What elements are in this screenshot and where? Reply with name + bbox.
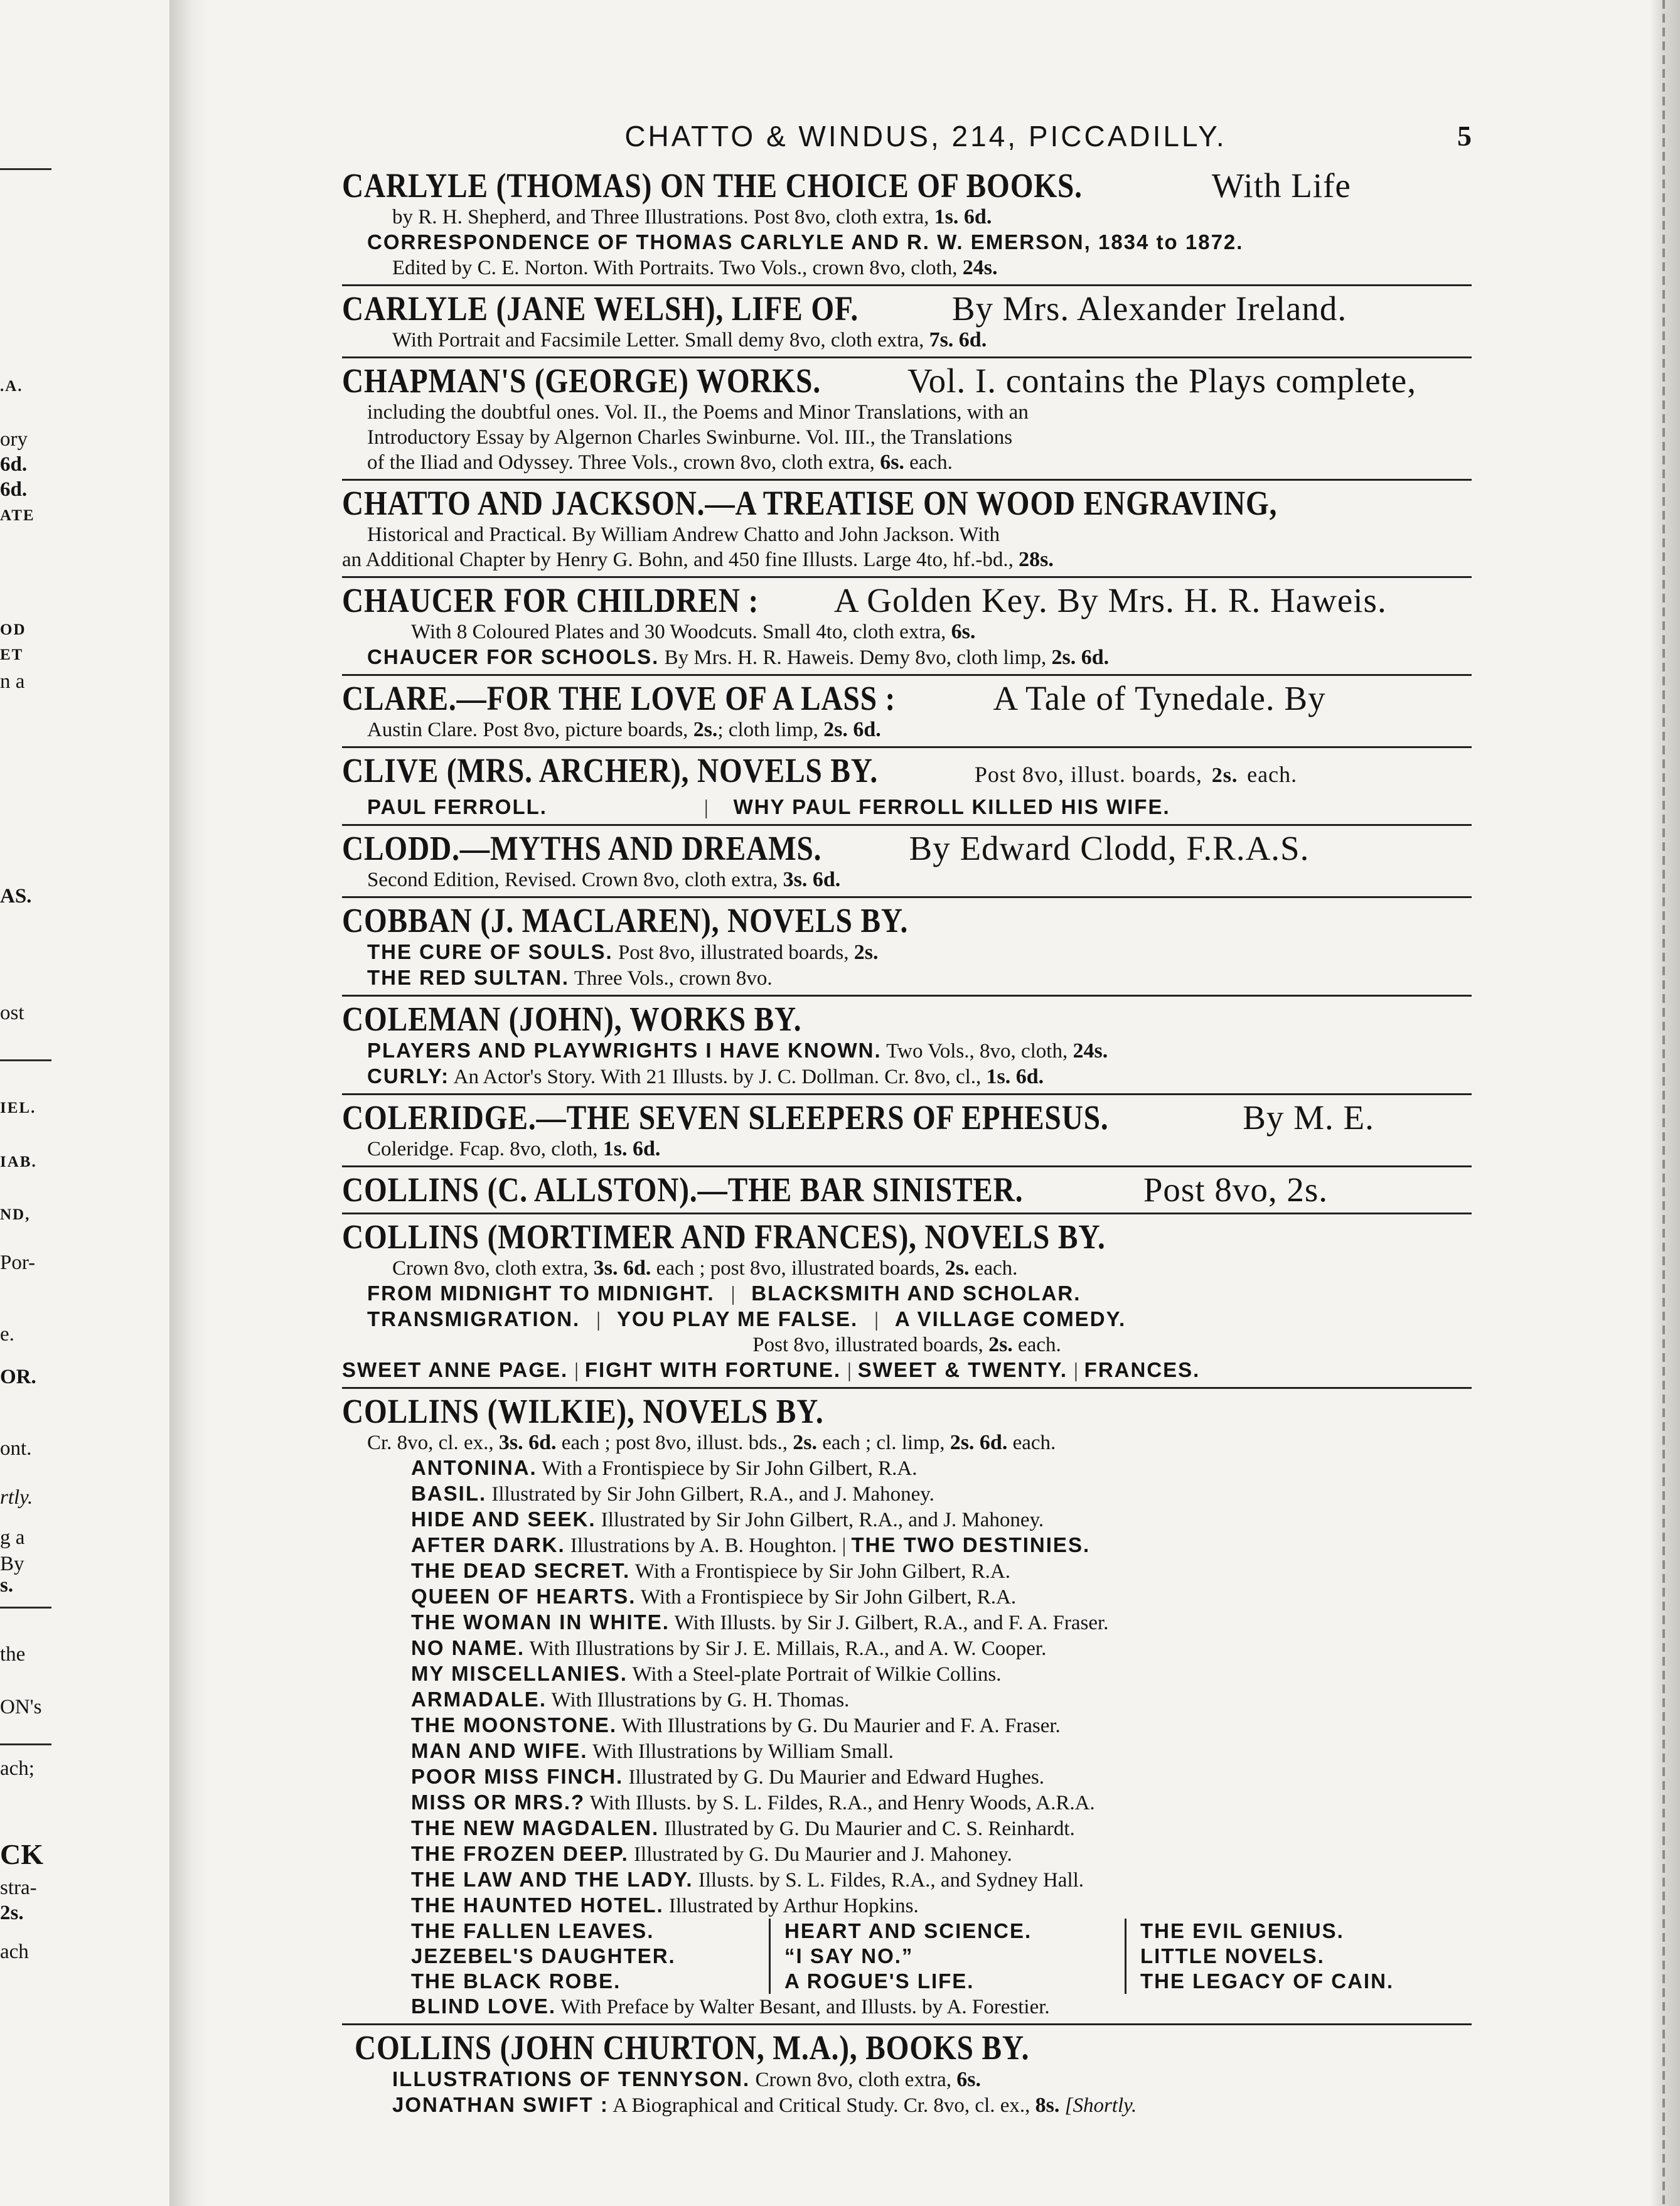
- entry-chaucer: [342, 576, 1472, 670]
- entry-detail: Post 8vo, illustrated boards,: [618, 941, 849, 964]
- book-title: A ROGUE'S LIFE.: [769, 1969, 1126, 1994]
- book-title: THE NEW MAGDALEN.: [411, 1816, 660, 1839]
- entry-heading-rest: A Golden Key. By Mrs. H. R. Haweis.: [833, 581, 1387, 619]
- entry-detail: With Illusts. by Sir J. Gilbert, R.A., and F. A. Fraser.: [674, 1612, 1109, 1634]
- entry-heading: CLIVE (MRS. ARCHER), NOVELS BY.: [342, 751, 879, 790]
- book-title: CHAUCER FOR SCHOOLS.: [367, 645, 660, 668]
- book-title: A VILLAGE COMEDY.: [894, 1307, 1126, 1331]
- entry-carlyle-jane: [342, 284, 1472, 353]
- entry-detail: Illustrated by G. Du Maurier and J. Mahoney.: [634, 1843, 1012, 1866]
- entry-heading: COLEMAN (JOHN), WORKS BY.: [342, 1000, 802, 1038]
- entry-detail: With 8 Coloured Plates and 30 Woodcuts. Small 4to, cloth extra,: [411, 621, 946, 643]
- entry-detail: With Illustrations by Sir J. E. Millais, R.A., and A. W. Cooper.: [529, 1637, 1047, 1660]
- book-title: BLACKSMITH AND SCHOLAR.: [751, 1282, 1081, 1305]
- entry-heading: COLLINS (MORTIMER AND FRANCES), NOVELS BY.: [342, 1218, 1106, 1256]
- book-title: THE RED SULTAN.: [367, 966, 570, 989]
- price: 2s.: [944, 1256, 970, 1280]
- entry-collins-allston: [342, 1165, 1472, 1209]
- entry-detail: each ; post 8vo, illustrated boards,: [656, 1257, 940, 1280]
- book-title: THE HAUNTED HOTEL.: [411, 1893, 664, 1917]
- entry-cobban: [342, 896, 1472, 991]
- entry-detail: Post 8vo, illustrated boards,: [752, 1334, 983, 1356]
- book-title: THE FROZEN DEEP.: [411, 1842, 629, 1865]
- facing-fragment: CK: [0, 1838, 43, 1870]
- book-title: THE CURE OF SOULS.: [367, 940, 613, 963]
- entry-heading-rest: By Edward Clodd, F.R.A.S.: [909, 829, 1310, 867]
- book-title: PLAYERS AND PLAYWRIGHTS I HAVE KNOWN.: [367, 1039, 882, 1062]
- facing-fragment: 2s.: [0, 1902, 24, 1924]
- facing-fragment: n a: [0, 670, 25, 693]
- book-title: BLIND LOVE.: [411, 1995, 557, 2018]
- entry-chapman: [342, 356, 1472, 475]
- price: 2s.: [853, 941, 879, 964]
- facing-fragment: ach;: [0, 1757, 35, 1780]
- entry-heading: CLODD.—MYTHS AND DREAMS.: [342, 829, 822, 867]
- facing-fragment: rtly.: [0, 1486, 33, 1509]
- entry-heading-rest: With Life: [1211, 166, 1351, 205]
- facing-fragment: Por-: [0, 1251, 36, 1274]
- facing-fragment: ET: [0, 646, 24, 663]
- entry-heading: CARLYLE (THOMAS) ON THE CHOICE OF BOOKS.: [342, 166, 1083, 205]
- entry-detail: each.: [1012, 1432, 1056, 1454]
- entry-detail: With Illustrations by G. Du Maurier and F. A. Fraser.: [621, 1715, 1061, 1737]
- entry-detail: Illustrated by Sir John Gilbert, R.A., and J. Mahoney.: [491, 1483, 934, 1506]
- facing-fragment: .A.: [0, 378, 23, 395]
- entry-heading: CHAUCER FOR CHILDREN :: [342, 581, 759, 619]
- book-title: POOR MISS FINCH.: [411, 1765, 624, 1788]
- book-title: BASIL.: [411, 1482, 487, 1505]
- price: 1s. 6d.: [602, 1137, 661, 1160]
- book-title: THE DEAD SECRET.: [411, 1559, 631, 1582]
- price: 2s.: [793, 1431, 818, 1454]
- entry-detail: With Illustrations by William Small.: [592, 1740, 894, 1763]
- entry-detail: Illustrated by Arthur Hopkins.: [668, 1895, 919, 1917]
- book-title: THE BLACK ROBE.: [411, 1969, 621, 1993]
- price: 2s. 6d.: [823, 718, 881, 741]
- facing-rule: [0, 1743, 51, 1745]
- entry-detail: Crown 8vo, cloth extra,: [755, 2069, 952, 2091]
- entry-detail: Edited by C. E. Norton. With Portraits. Two Vols., crown 8vo, cloth,: [392, 257, 958, 279]
- price: 24s.: [962, 256, 998, 279]
- facing-fragment: 6d.: [0, 478, 28, 501]
- entry-detail: Illusts. by S. L. Fildes, R.A., and Sydney Hall.: [698, 1869, 1084, 1892]
- entry-heading: COLLINS (C. ALLSTON).—THE BAR SINISTER.: [342, 1170, 1024, 1209]
- entry-detail: Illustrated by G. Du Maurier and Edward Hughes.: [628, 1766, 1045, 1789]
- book-title: MAN AND WIFE.: [411, 1739, 588, 1762]
- book-title: TRANSMIGRATION.: [367, 1307, 581, 1331]
- entry-detail: With a Steel-plate Portrait of Wilkie Collins.: [632, 1663, 1002, 1686]
- price: 7s. 6d.: [929, 328, 987, 351]
- entry-detail: [Shortly.: [1064, 2094, 1137, 2117]
- book-title: CORRESPONDENCE OF THOMAS CARLYLE AND R. W. EMERSON, 1834 to 1872.: [367, 230, 1244, 254]
- catalogue-page: [342, 119, 1472, 2122]
- book-title: WHY PAUL FERROLL KILLED HIS WIFE.: [733, 795, 1170, 818]
- entry-detail: each.: [1247, 762, 1298, 787]
- book-title: HEART AND SCIENCE.: [769, 1919, 1126, 1944]
- book-title: JONATHAN SWIFT :: [392, 2093, 609, 2116]
- entry-coleman: [342, 995, 1472, 1090]
- page-edge: [1650, 0, 1680, 2206]
- running-head-title: CHATTO & WINDUS, 214, PICCADILLY.: [624, 120, 1227, 153]
- entry-detail: With Illusts. by S. L. Fildes, R.A., and Henry Woods, A.R.A.: [589, 1792, 1095, 1814]
- book-title: THE LAW AND THE LADY.: [411, 1868, 693, 1891]
- facing-fragment: OD: [0, 621, 26, 638]
- entry-heading: CHAPMAN'S (GEORGE) WORKS.: [342, 361, 821, 400]
- entry-clive: CLIVE (MRS. ARCHER), NOVELS BY. Post 8vo, illust. boards, 2s. each. PAUL FERROLL. | WHY PAUL FERROLL KILLED HIS WIFE.: [342, 746, 1472, 820]
- entry-heading: COLERIDGE.—THE SEVEN SLEEPERS OF EPHESUS.: [342, 1098, 1109, 1137]
- entry-chatto-jackson: [342, 479, 1472, 572]
- facing-fragment: AS.: [0, 885, 32, 908]
- facing-fragment: ON's: [0, 1696, 42, 1718]
- entry-clodd: [342, 824, 1472, 892]
- facing-rule: [0, 1059, 51, 1061]
- price: 1s. 6d.: [986, 1065, 1044, 1088]
- entry-detail: Austin Clare. Post 8vo, picture boards,: [367, 719, 688, 741]
- entry-detail: of the Iliad and Odyssey. Three Vols., crown 8vo, cloth extra,: [367, 451, 875, 474]
- facing-fragment: ory: [0, 428, 28, 451]
- title-grid: [342, 1919, 1472, 1994]
- entry-detail: Illustrations by A. B. Houghton. |: [570, 1534, 847, 1557]
- entry-detail: With a Frontispiece by Sir John Gilbert, R.A.: [634, 1560, 1010, 1583]
- book-title: NO NAME.: [411, 1636, 525, 1659]
- book-title: LITTLE NOVELS.: [1140, 1944, 1325, 1968]
- price: 6s.: [951, 620, 976, 643]
- book-title: MY MISCELLANIES.: [411, 1662, 628, 1685]
- facing-page-fragments: [0, 0, 56, 2206]
- book-title: YOU PLAY ME FALSE.: [616, 1307, 859, 1331]
- facing-fragment: OR.: [0, 1366, 36, 1388]
- book-title: ILLUSTRATIONS OF TENNYSON.: [392, 2067, 751, 2091]
- entry-heading-rest: A Tale of Tynedale. By: [993, 679, 1326, 717]
- entry-heading: CARLYLE (JANE WELSH), LIFE OF.: [342, 289, 859, 328]
- page-number: 5: [1457, 120, 1472, 152]
- price: 8s.: [1035, 2094, 1060, 2117]
- book-title: FIGHT WITH FORTUNE.: [584, 1358, 842, 1381]
- entry-clare: [342, 674, 1472, 742]
- book-title: THE LEGACY OF CAIN.: [1140, 1969, 1394, 1993]
- book-title: AFTER DARK.: [411, 1533, 565, 1556]
- entry-detail: Introductory Essay by Algernon Charles Swinburne. Vol. III., the Translations: [367, 426, 1013, 449]
- book-title: FRANCES.: [1084, 1358, 1201, 1381]
- entry-detail: With a Frontispiece by Sir John Gilbert, R.A.: [542, 1457, 918, 1480]
- entry-collins-churton: [342, 2023, 1472, 2118]
- entry-heading-rest: Post 8vo, 2s.: [1143, 1170, 1329, 1209]
- price: 2s.: [693, 718, 718, 741]
- price: 6s.: [880, 451, 904, 474]
- facing-fragment: g a: [0, 1526, 25, 1549]
- price: 2s. 6d.: [950, 1431, 1008, 1454]
- facing-fragment: 6d.: [0, 453, 28, 476]
- entry-detail: With Illustrations by G. H. Thomas.: [551, 1689, 850, 1711]
- book-title: “I SAY NO.”: [769, 1944, 1126, 1969]
- entry-detail: by R. H. Shepherd, and Three Illustrations. Post 8vo, cloth extra,: [392, 206, 929, 228]
- facing-fragment: ATE: [0, 507, 35, 524]
- entry-carlyle-thomas: [342, 163, 1472, 281]
- facing-fragment: ont.: [0, 1437, 32, 1460]
- book-title: ANTONINA.: [411, 1456, 537, 1479]
- entry-collins-wilkie: [342, 1387, 1472, 2020]
- entry-detail: Cr. 8vo, cl. ex.,: [367, 1432, 494, 1454]
- entry-detail: With Portrait and Facsimile Letter. Small demy 8vo, cloth extra,: [392, 329, 924, 351]
- entry-heading: CLARE.—FOR THE LOVE OF A LASS :: [342, 679, 896, 717]
- entry-heading-rest: By M. E.: [1243, 1098, 1374, 1137]
- facing-fragment: By: [0, 1553, 24, 1575]
- book-title: FROM MIDNIGHT TO MIDNIGHT.: [367, 1282, 715, 1305]
- page-gutter: [169, 0, 207, 2206]
- entry-detail: Two Vols., 8vo, cloth,: [886, 1040, 1068, 1063]
- entry-detail: each.: [974, 1257, 1018, 1280]
- entry-detail: ; cloth limp,: [717, 719, 818, 741]
- entry-detail: Illustrated by G. Du Maurier and C. S. Reinhardt.: [664, 1818, 1075, 1840]
- entry-detail: By Mrs. H. R. Haweis. Demy 8vo, cloth limp,: [664, 646, 1047, 669]
- entry-heading-rest: Post 8vo, illust. boards,: [974, 762, 1202, 787]
- entry-detail: Coleridge. Fcap. 8vo, cloth,: [367, 1138, 598, 1160]
- facing-fragment: ach: [0, 1941, 29, 1963]
- entry-detail: Three Vols., crown 8vo.: [574, 967, 773, 990]
- book-title: THE TWO DESTINIES.: [851, 1533, 1091, 1556]
- entry-detail: With Preface by Walter Besant, and Illusts. by A. Forestier.: [560, 1996, 1050, 2018]
- entry-detail: including the doubtful ones. Vol. II., the Poems and Minor Translations, with an: [367, 401, 1029, 424]
- price: 2s.: [988, 1333, 1013, 1356]
- entry-detail: each ; post 8vo, illust. bds.,: [561, 1432, 788, 1454]
- price: 3s. 6d.: [498, 1431, 557, 1454]
- price: 2s. 6d.: [1051, 646, 1110, 669]
- entry-heading: COLLINS (WILKIE), NOVELS BY.: [342, 1392, 824, 1430]
- book-title: SWEET & TWENTY.: [857, 1358, 1068, 1381]
- book-title: MISS OR MRS.?: [411, 1791, 586, 1814]
- facing-rule: [0, 1607, 51, 1609]
- entry-detail: Illustrated by Sir John Gilbert, R.A., and J. Mahoney.: [601, 1509, 1044, 1531]
- facing-fragment: ND,: [0, 1206, 31, 1223]
- book-title: THE WOMAN IN WHITE.: [411, 1610, 670, 1634]
- entry-detail: With a Frontispiece by Sir John Gilbert, R.A.: [641, 1586, 1017, 1609]
- price: 28s.: [1019, 548, 1054, 571]
- entry-detail: Crown 8vo, cloth extra,: [392, 1257, 589, 1280]
- book-title: JEZEBEL'S DAUGHTER.: [411, 1944, 676, 1968]
- book-title: PAUL FERROLL.: [367, 795, 547, 818]
- running-head: [468, 119, 1472, 163]
- entry-collins-mortimer: COLLINS (MORTIMER AND FRANCES), NOVELS BY. Crown 8vo, cloth extra, 3s. 6d. each ; post 8vo, illustrated boards, 2s. each. FROM MIDNIGHT TO MIDNIGHT. | BLACKSMITH AND SCHOLAR. TRANSMIGRATION. | YOU PLAY ME FALSE. | A VILLAGE COMEDY. Post 8vo, illustrated boards, 2s. each. SWEET ANNE PAGE. | FIGHT WITH FORTUNE. | SWEET & TWENTY. | FRANCES.: [342, 1213, 1472, 1383]
- facing-fragment: the: [0, 1643, 26, 1666]
- facing-fragment: stra-: [0, 1877, 37, 1899]
- price: 6s.: [956, 2068, 981, 2091]
- entry-coleridge: [342, 1093, 1472, 1162]
- facing-fragment: ost: [0, 1002, 24, 1024]
- entry-heading-rest: By Mrs. Alexander Ireland.: [951, 289, 1347, 328]
- book-title: THE MOONSTONE.: [411, 1713, 618, 1737]
- price: 3s. 6d.: [783, 868, 841, 891]
- entry-detail: Historical and Practical. By William Andrew Chatto and John Jackson. With: [367, 523, 1000, 546]
- book-title: THE EVIL GENIUS.: [1140, 1919, 1344, 1942]
- entry-detail: each.: [909, 451, 953, 474]
- entry-heading-rest: Vol. I. contains the Plays complete,: [907, 361, 1416, 400]
- book-title: SWEET ANNE PAGE.: [342, 1358, 569, 1381]
- price: 2s.: [1211, 764, 1238, 787]
- entry-detail: each ; cl. limp,: [822, 1432, 945, 1454]
- entry-heading: COBBAN (J. MACLAREN), NOVELS BY.: [342, 901, 909, 940]
- facing-fragment: s.: [0, 1574, 14, 1597]
- price: 1s. 6d.: [934, 205, 992, 228]
- entry-heading: CHATTO AND JACKSON.—A TREATISE ON WOOD ENGRAVING,: [342, 484, 1278, 522]
- price: 24s.: [1073, 1039, 1108, 1063]
- entry-detail: Second Edition, Revised. Crown 8vo, cloth extra,: [367, 869, 778, 891]
- book-title: CURLY:: [367, 1064, 450, 1088]
- facing-rule: [0, 168, 51, 170]
- book-title: HIDE AND SEEK.: [411, 1507, 596, 1531]
- book-title: QUEEN OF HEARTS.: [411, 1585, 636, 1608]
- facing-fragment: IEL.: [0, 1100, 36, 1116]
- entry-detail: A Biographical and Critical Study. Cr. 8vo, cl. ex.,: [613, 2094, 1030, 2117]
- facing-fragment: IAB.: [0, 1154, 37, 1170]
- book-title: THE FALLEN LEAVES.: [411, 1919, 655, 1942]
- entry-detail: An Actor's Story. With 21 Illusts. by J. C. Dollman. Cr. 8vo, cl.,: [453, 1066, 982, 1088]
- facing-fragment: e.: [0, 1323, 14, 1346]
- entry-heading: COLLINS (JOHN CHURTON, M.A.), BOOKS BY.: [355, 2028, 1030, 2067]
- entry-detail: each.: [1018, 1334, 1061, 1356]
- book-title: ARMADALE.: [411, 1688, 547, 1711]
- price: 3s. 6d.: [593, 1256, 651, 1280]
- entry-detail: an Additional Chapter by Henry G. Bohn, and 450 fine Illusts. Large 4to, hf.-bd.,: [342, 549, 1014, 571]
